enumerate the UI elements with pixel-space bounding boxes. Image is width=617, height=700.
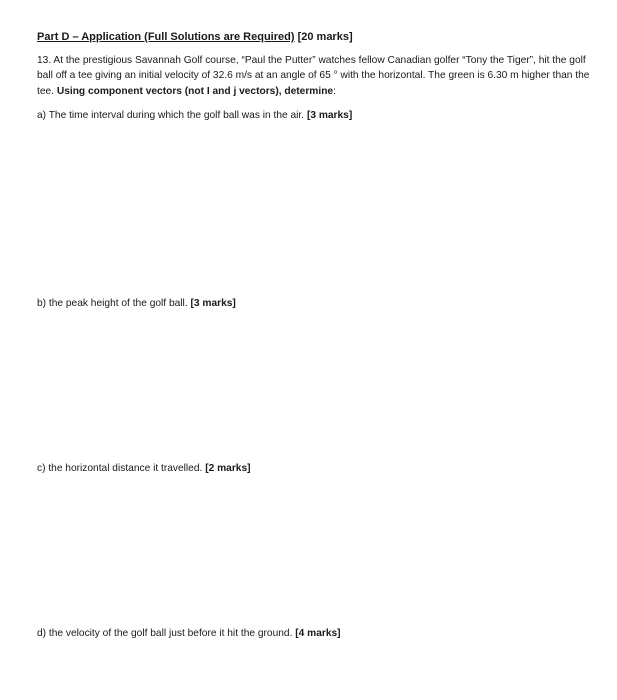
part-c-marks: [2 marks] <box>205 463 251 474</box>
part-c <box>37 462 251 477</box>
question-13 <box>37 53 599 99</box>
section-marks: [20 marks] <box>297 31 353 43</box>
part-d <box>37 627 341 642</box>
question-text: 13. At the prestigious Savannah Golf course, “Paul the Putter” watches fellow Canadian golfer “Tony the Tiger”, hit the golf ball off a tee giving an initial velocity of 32.6 m/s at an angle of 65 ° with the horizontal. The green is 6.30 m higher than the tee. <box>37 55 590 97</box>
part-a-marks: [3 marks] <box>306 110 353 121</box>
part-b <box>37 297 236 312</box>
part-b-label: b) the peak height of the golf ball. <box>37 298 188 309</box>
part-c-label: c) the horizontal distance it travelled. <box>37 463 203 474</box>
part-a-label: a) The time interval during which the golf ball was in the air. <box>37 110 305 121</box>
question-instruction-end: : <box>333 85 336 97</box>
part-d-label: d) the velocity of the golf ball just before it hit the ground. <box>37 628 293 639</box>
section-title: Part D – Application (Full Solutions are Required) <box>37 31 295 43</box>
question-instruction: Using component vectors (not I and j vectors), determine <box>56 85 334 97</box>
section-heading <box>37 30 353 46</box>
part-d-marks: [4 marks] <box>295 628 341 639</box>
part-b-marks: [3 marks] <box>190 298 236 309</box>
part-a <box>37 109 352 124</box>
